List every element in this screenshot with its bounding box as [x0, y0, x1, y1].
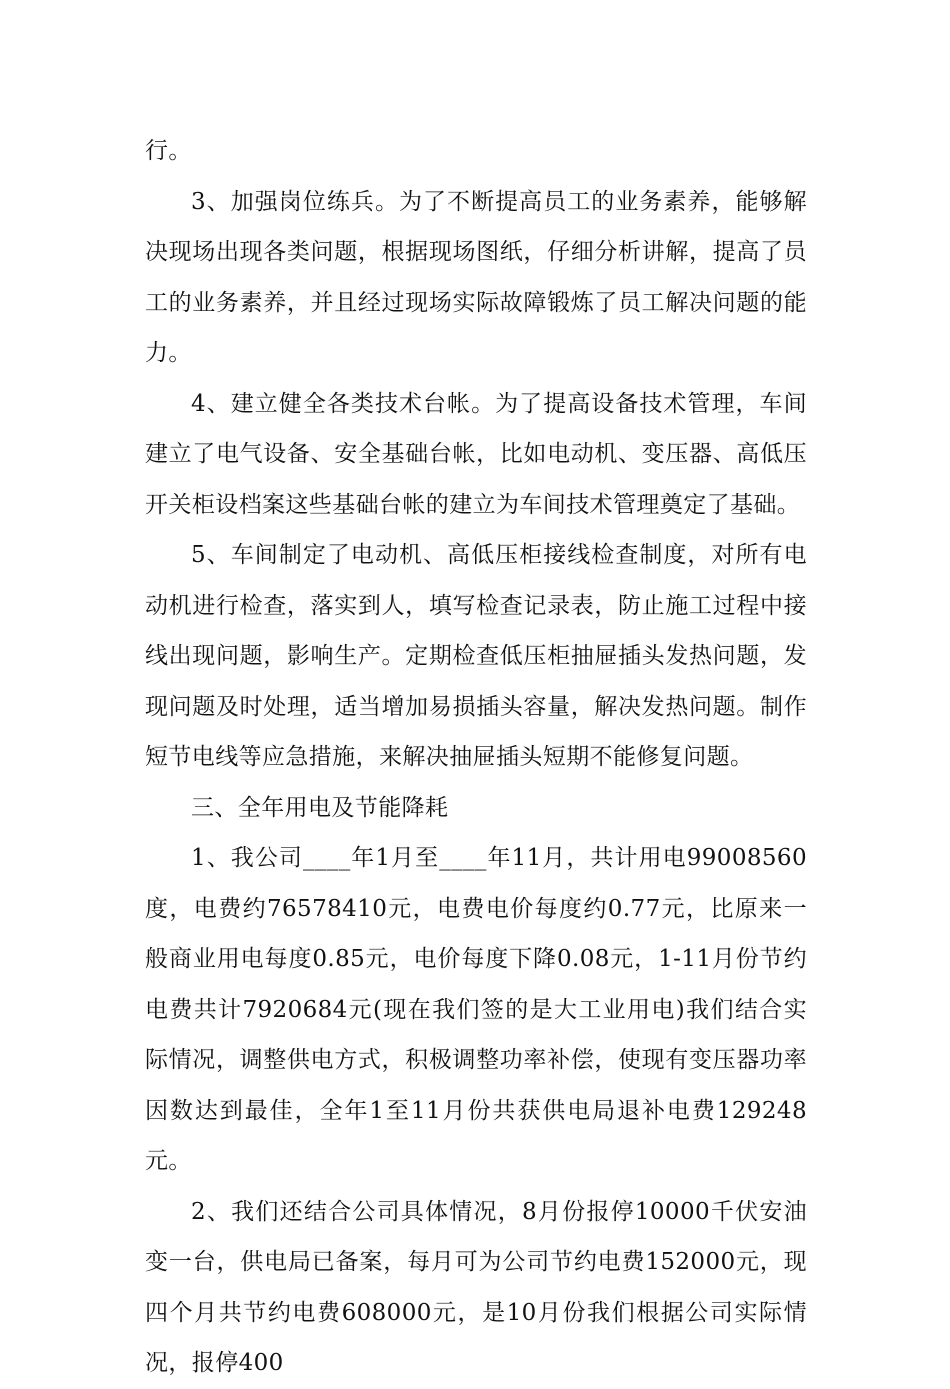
paragraph-electricity-2: 2、我们还结合公司具体情况，8月份报停10000千伏安油变一台，供电局已备案，每月可为公司节约电费152000元，现四个月共节约电费608000元，是10月份我们根据公司实际情况，报停400: [145, 1198, 807, 1376]
paragraph-electricity-1: 1、我公司____年1月至____年11月，共计用电99008560度，电费约76578410元，电费电价每度约0.77元，比原来一般商业用电每度0.85元，电价每度下降0.08元，1-11月份节约电费共计7920684元(现在我们签的是大工业用电)我们结合实际情况，调整供电方式，积极调整功率补偿，使现有变压器功率因数达到最佳，全年1至11月份共获供电局退补电费129248元。: [145, 845, 807, 1174]
section-heading: 三、全年用电及节能降耗: [191, 794, 449, 821]
paragraph-item-5: 5、车间制定了电动机、高低压柜接线检查制度，对所有电动机进行检查，落实到人，填写检查记录表，防止施工过程中接线出现问题，影响生产。定期检查低压柜抽屉插头发热问题，发现问题及时处理，适当增加易损插头容量，解决发热问题。制作短节电线等应急措施，来解决抽屉插头短期不能修复问题。: [145, 542, 807, 770]
paragraph-item-4: 4、建立健全各类技术台帐。为了提高设备技术管理，车间建立了电气设备、安全基础台帐，比如电动机、变压器、高低压开关柜设档案这些基础台帐的建立为车间技术管理奠定了基础。: [145, 390, 807, 518]
paragraph-continuation: 行。: [145, 138, 192, 164]
document-body: [145, 126, 807, 1389]
paragraph-item-3: 3、加强岗位练兵。为了不断提高员工的业务素养，能够解决现场出现各类问题，根据现场图纸，仔细分析讲解，提高了员工的业务素养，并且经过现场实际故障锻炼了员工解决问题的能力。: [145, 188, 807, 366]
